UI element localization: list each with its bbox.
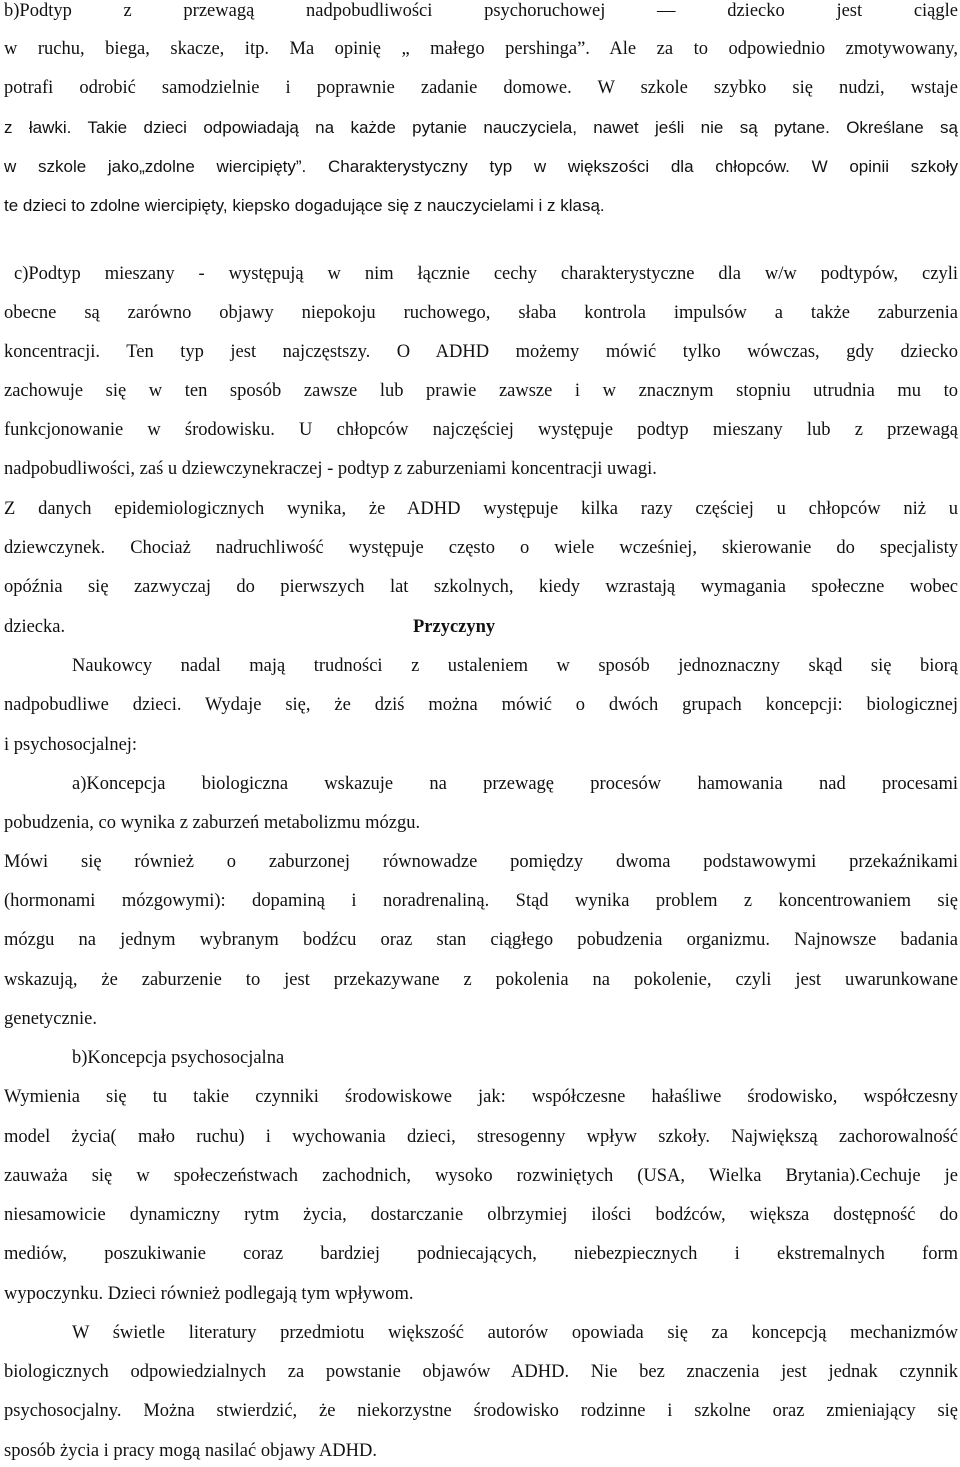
text-line: (hormonami mózgowymi): dopaminą i noradrenaliną. Stąd wynika problem z koncentrowaniem się (4, 891, 958, 911)
subsection-heading: b)Koncepcja psychosocjalna (72, 1048, 285, 1068)
text-line: dziecka. (4, 617, 66, 637)
text-line: obecne są zarówno objawy niepokoju ruchowego, słaba kontrola impulsów a także zaburzenia (4, 303, 958, 323)
text-line: mediów, poszukiwanie coraz bardziej podniecających, niebezpiecznych i ekstremalnych form (4, 1244, 958, 1264)
section-heading: Przyczyny (413, 617, 496, 637)
text-line: Wymienia się tu takie czynniki środowiskowe jak: współczesne hałaśliwe środowisko, współczesny (4, 1087, 958, 1107)
text-line: funkcjonowanie w środowisku. U chłopców najczęściej występuje podtyp mieszany lub z przewagą (4, 420, 958, 440)
text-line: c)Podtyp mieszany - występują w nim łącznie cechy charakterystyczne dla w/w podtypów, czyli (14, 264, 958, 284)
text-line: a)Koncepcja biologiczna wskazuje na przewagę procesów hamowania nad procesami (72, 774, 958, 794)
text-line: dziewczynek. Chociaż nadruchliwość występuje często o wiele wcześniej, skierowanie do specjalisty (4, 538, 958, 558)
text-line: W świetle literatury przedmiotu większość autorów opowiada się za koncepcją mechanizmów (72, 1323, 958, 1343)
text-line: nadpobudliwości, zaś u dziewczynekraczej - podtyp z zaburzeniami koncentracji uwagi. (4, 459, 657, 479)
text-line: niesamowicie dynamiczny rytm życia, dostarczanie olbrzymiej ilości bodźców, większa dostępność do (4, 1205, 958, 1225)
text-line: w szkole jako„zdolne wiercipięty”. Charakterystyczny typ w większości dla chłopców. W opinii szkoły (4, 157, 958, 176)
text-line: psychosocjalny. Można stwierdzić, że niekorzystne środowisko rodzinne i szkolne oraz zmieniający się (4, 1401, 958, 1421)
text-line: potrafi odrobić samodzielnie i poprawnie zadanie domowe. W szkole szybko się nudzi, wstaje (4, 78, 958, 98)
text-line: koncentracji. Ten typ jest najczęstszy. O ADHD możemy mówić tylko wówczas, gdy dziecko (4, 342, 958, 362)
text-line: wypoczynku. Dzieci również podlegają tym wpływom. (4, 1284, 414, 1304)
text-line: w ruchu, biega, skacze, itp. Ma opinię „ małego pershinga”. Ale za to odpowiednio zmotywowany, (4, 39, 958, 59)
text-line: mózgu na jednym wybranym bodźcu oraz stan ciągłego pobudzenia organizmu. Najnowsze badania (4, 930, 958, 950)
text-line: b)Podtyp z przewagą nadpobudliwości psychoruchowej — dziecko jest ciągle (4, 1, 958, 21)
text-line: Mówi się również o zaburzonej równowadze pomiędzy dwoma podstawowymi przekaźnikami (4, 852, 958, 872)
text-line: wskazują, że zaburzenie to jest przekazywane z pokolenia na pokolenie, czyli jest uwarunkowane (4, 970, 958, 990)
text-line: nadpobudliwe dzieci. Wydaje się, że dziś można mówić o dwóch grupach koncepcji: biologicznej (4, 695, 958, 715)
text-line: zauważa się w społeczeństwach zachodnich, wysoko rozwiniętych (USA, Wielka Brytania).Cechuje je (4, 1166, 958, 1186)
text-line: Naukowcy nadal mają trudności z ustaleniem w sposób jednoznaczny skąd się biorą (72, 656, 958, 676)
text-line: z ławki. Takie dzieci odpowiadają na każde pytanie nauczyciela, nawet jeśli nie są pytane. Określane są (4, 118, 958, 137)
text-line: opóźnia się zazwyczaj do pierwszych lat szkolnych, kiedy wzrastają wymagania społeczne wobec (4, 577, 958, 597)
text-line: Z danych epidemiologicznych wynika, że ADHD występuje kilka razy częściej u chłopców niż u (4, 499, 958, 519)
text-line: model życia( mało ruchu) i wychowania dzieci, stresogenny wpływ szkoły. Największą zachorowalność (4, 1127, 958, 1147)
text-line: te dzieci to zdolne wiercipięty, kiepsko dogadujące się z nauczycielami i z klasą. (4, 196, 605, 215)
text-line: i psychosocjalnej: (4, 735, 138, 755)
text-line: zachowuje się w ten sposób zawsze lub prawie zawsze i w znacznym stopniu utrudnia mu to (4, 381, 958, 401)
text-line: biologicznych odpowiedzialnych za powstanie objawów ADHD. Nie bez znaczenia jest jednak czynnik (4, 1362, 958, 1382)
text-line: genetycznie. (4, 1009, 97, 1029)
text-line: pobudzenia, co wynika z zaburzeń metabolizmu mózgu. (4, 813, 421, 833)
text-line: sposób życia i pracy mogą nasilać objawy ADHD. (4, 1441, 377, 1461)
